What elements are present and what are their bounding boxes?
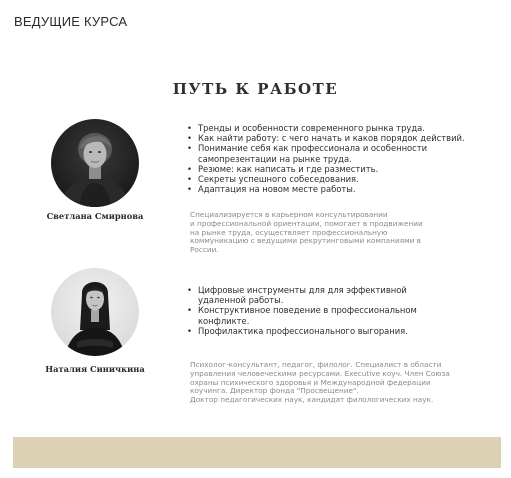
bullet-icon: •	[187, 143, 192, 154]
bullet-icon: •	[187, 305, 192, 316]
topic-item: • Секреты успешного собеседования.	[187, 174, 359, 185]
bullet-icon: •	[187, 133, 192, 144]
topic-item: • Адаптация на новом месте работы.	[187, 184, 356, 195]
instructor-2-avatar	[51, 268, 139, 356]
section-label: ВЕДУЩИЕ КУРСА	[14, 14, 128, 29]
topic-item: • Цифровые инструменты для для эффективной удаленной работы.	[187, 285, 407, 306]
bullet-icon: •	[187, 325, 192, 336]
instructor-1-bio: Специализируется в карьерном консультировании и профессиональной ориентации, помогает в продвижении на рынке труда, осуществляет профессиональную коммуникацию с ведущими рекрутинговыми компаниями в России.	[190, 210, 423, 255]
bottom-decorative-bar	[13, 437, 501, 468]
bullet-icon: •	[187, 184, 192, 195]
topic-item: • Резюме: как написать и где разместить.	[187, 163, 379, 174]
bullet-icon: •	[187, 123, 192, 133]
portrait-photo-icon	[51, 268, 139, 356]
bullet-icon: •	[187, 163, 192, 174]
instructor-1-topics	[186, 123, 471, 194]
topic-item: • Конструктивное поведение в профессиональном конфликте.	[187, 305, 417, 326]
course-title: ПУТЬ К РАБОТЕ	[172, 80, 339, 98]
instructor-1-avatar	[51, 119, 139, 207]
topic-item: • Профилактика профессионального выгорания.	[187, 325, 408, 336]
topic-item: • Тренды и особенности современного рынка труда.	[187, 123, 425, 133]
instructor-1-name: Светлана Смирнова	[46, 211, 144, 221]
instructor-2-bio: Психолог-консультант, педагог, филолог. Специалист в области управления человеческими ресурсами. Executive коуч. Член Союза охраны психического здоровья и Международной федерации коучинга. Директор фонда "Просвещение". Доктор педагогических наук, кандидат филологических наук.	[190, 360, 450, 405]
portrait-photo-icon	[51, 119, 139, 207]
topic-item: • Понимание себя как профессионала и особенности самопрезентации на рынке труда.	[187, 143, 428, 164]
instructor-2-topics	[186, 285, 436, 336]
bullet-icon: •	[187, 285, 192, 295]
bullet-icon: •	[187, 174, 192, 185]
topic-item: • Как найти работу: с чего начать и каков порядок действий.	[187, 133, 465, 144]
instructor-2-name: Наталия Синичкина	[45, 364, 145, 374]
